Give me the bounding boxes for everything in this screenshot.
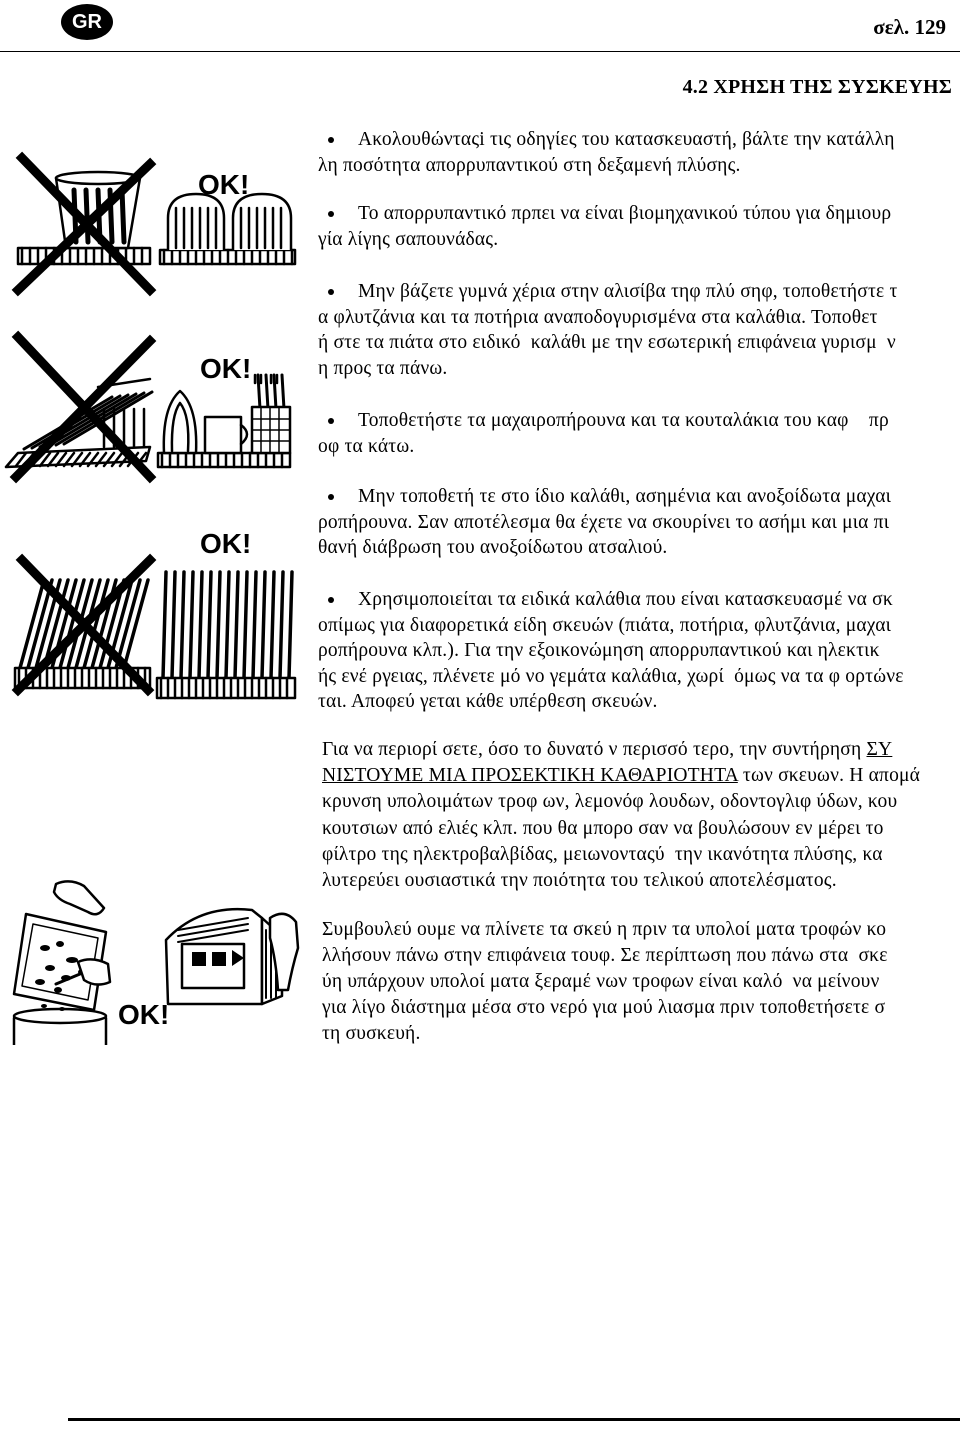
plate-rack-illustration bbox=[0, 550, 310, 705]
section-heading: 4.2 ΧΡΗΣΗ ΤΗΣ ΣΥΣΚΕΥΗΣ bbox=[682, 76, 952, 98]
paragraph-line: τη συσκευή. bbox=[322, 1023, 421, 1044]
bullet-item-detergent-type bbox=[318, 201, 952, 252]
paragraph-line: ύη υπάρχουν υπολοί ματα ξεραμέ νων τροφων είναι καλό να μείνουν bbox=[322, 971, 880, 992]
ok-label: OK! bbox=[118, 999, 170, 1030]
paragraph-line: Συμβουλεύ ουμε να πλίνετε τα σκεύ η πριν τα υπολοί ματα τροφών κο bbox=[322, 919, 887, 940]
hand bbox=[54, 881, 104, 914]
bullet-line: ή στε τα πιάτα στο ειδικό καλάθι με την εσωτερική επιφάνεια γυρισμ ν bbox=[318, 332, 896, 353]
paragraph-line: λλήσουν πάνω στην επιφάνεια τουφ. Σε περίπτωση που πάνω στα σκε bbox=[322, 945, 888, 966]
paragraph-text: των σκευων. Η απομά bbox=[737, 765, 921, 787]
bullet-item-special-baskets bbox=[318, 587, 952, 715]
page-number: σελ. 129 bbox=[873, 15, 946, 39]
upright-plate bbox=[164, 391, 196, 453]
plate-cutlery-illustration bbox=[0, 325, 310, 485]
ok-label: OK! bbox=[200, 353, 252, 384]
paragraph-line: φίλτρο της ηλεκτροβαλβίδας, μειωνονταςύ την ικανότητα πλύσης, κα bbox=[322, 843, 883, 865]
bullet-line: Το απορρυπαντικό πρπει να είναι βιομηχανικού τύπου για δημιουρ bbox=[358, 203, 892, 224]
bullet-line: λη ποσότητα απορρυπαντικού στη δεξαμενή πλύσης. bbox=[318, 154, 741, 176]
correct-plate-cutlery-placement bbox=[158, 375, 290, 467]
footer-rule bbox=[68, 1418, 960, 1421]
bullet-item-cups-glasses-plates bbox=[318, 279, 952, 381]
paragraph-text: Για να περιορί σετε, όσο το δυνατό ν περισσό τερο, την συντήρηση bbox=[322, 739, 867, 760]
dishwasher-hood-machine bbox=[166, 909, 298, 1004]
scraping-tray-into-bin bbox=[14, 881, 110, 1045]
emphasis-text: ΣΥ bbox=[866, 739, 893, 760]
paragraph-cleaning-advice bbox=[322, 737, 952, 894]
bullet-line: α φλυτζάνια και τα ποτήρια αναποδογυρισμένα στα καλάθια. Τοποθετ bbox=[318, 306, 878, 328]
bullet-line: Τοποθετήστε τα μαχαιροπήρουνα και τα κουταλάκια του καφ πρ bbox=[358, 410, 889, 431]
header-rule bbox=[0, 51, 960, 52]
bullet-line: η προς τα πάνω. bbox=[318, 357, 448, 379]
bullet-line: Ακολουθώνταςi τις οδηγίες του κατασκευαστή, βάλτε την κατάλλη bbox=[358, 129, 895, 150]
correct-rack-peg-placement bbox=[157, 572, 295, 698]
cup bbox=[205, 417, 241, 453]
paragraph-line: κρυνση υπολοιμάτων τροφ ων, λεμονόφ λουδων, οδοντογλιφ ύδων, κου bbox=[322, 791, 898, 813]
bullet-line: οπίμως για διαφορετικά είδη σκευών (πιάτα, ποτήρια, φλυτζάνια, μαχαι bbox=[318, 614, 892, 636]
bullet-line: ται. Αποφεύ γεται κάθε υπέρθεση σκευών. bbox=[318, 691, 658, 712]
wrong-rack-peg-placement bbox=[15, 560, 150, 690]
bin-rim bbox=[14, 1009, 106, 1023]
paragraph-line bbox=[322, 737, 952, 763]
panel-opening bbox=[192, 952, 206, 966]
bullet-line: γία λίγης σαπουνάδας. bbox=[318, 228, 499, 250]
bullet-line: ροπήρουνα κλπ.). Για την εξοικονώμηση απορρυπαντικού και ηλεκτικ bbox=[318, 640, 880, 661]
wrong-plate-placement bbox=[6, 337, 152, 477]
cup-placement-illustration bbox=[0, 150, 310, 300]
bullet-item-cutlery bbox=[318, 408, 952, 459]
bullet-line: Μην τοποθετή τε στο ίδιο καλάθι, ασημένια και ανοξοίδωτα μαχαι bbox=[358, 486, 892, 507]
ok-label: OK! bbox=[198, 169, 250, 200]
panel-opening bbox=[212, 952, 226, 966]
wrong-cup-placement bbox=[18, 158, 150, 290]
paragraph-rinse-advice bbox=[322, 917, 952, 1047]
bullet-item-silver-steel bbox=[318, 484, 952, 561]
bullet-line: ροπήρουνα. Σαν αποτέλεσμα θα έχετε να σκουρίνει το ασήμι και μια πι bbox=[318, 511, 890, 533]
bullet-line: οφ τα κάτω. bbox=[318, 435, 415, 457]
bullet-line: θανή διάβρωση του ανοξοίδωτου ατσαλιού. bbox=[318, 537, 668, 558]
ok-label: OK! bbox=[200, 528, 252, 559]
emphasis-text: ΝΙΣΤΟΥΜΕ ΜΙΑ ΠΡΟΣΕΚΤΙΚΗ ΚΑΘΑΡΙΟΤΗΤΑ bbox=[322, 765, 738, 787]
paragraph-line: κουτσιων από ελιές κλπ. που θα μπορο σαν να βουλώσουν εν μέρει το bbox=[322, 817, 884, 839]
language-badge: GR bbox=[61, 4, 113, 40]
correct-cup-placement bbox=[160, 194, 295, 264]
paragraph-line: λυτερεύει ουσιαστικά την ποιότητα του τελικού αποτελέσματος. bbox=[322, 869, 837, 891]
bullet-line: Χρησιμοποιείται τα ειδικά καλάθια που είναι κατασκευασμέ να σκ bbox=[358, 589, 893, 610]
rack-base bbox=[157, 678, 295, 698]
paragraph-line: για λίγο διάστημα μέσα στο νερό για μού λιασμα πριν τοποθετήσετε σ bbox=[322, 997, 886, 1018]
bullet-line: ής ενέ ργειας, πλένετε μό νο γεμάτα καλάθια, χωρί όμως να τα φ ορτώνε bbox=[318, 665, 904, 687]
bullet-line: Μην βάζετε γυμνά χέρια στην αλισίβα τηφ πλύ σηφ, τοποθετήστε τ bbox=[358, 281, 898, 302]
bullet-item-detergent-quantity bbox=[318, 127, 952, 178]
upright-pegs bbox=[163, 572, 292, 678]
paragraph-line bbox=[322, 763, 952, 789]
